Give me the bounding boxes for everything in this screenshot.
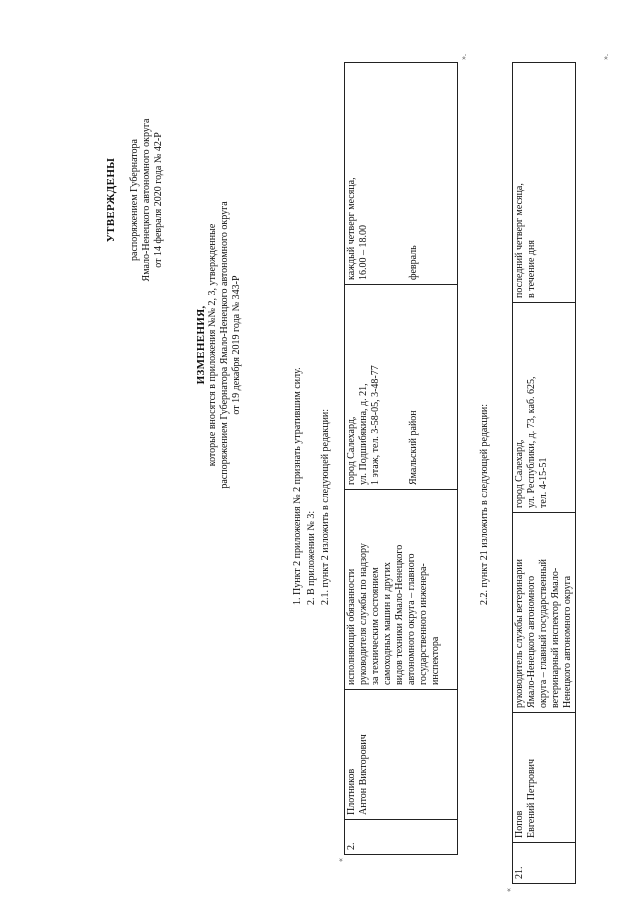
cell-address: город Салехард, ул. Республики, д. 73, каб. 625, тел. 4-15-51 bbox=[513, 303, 576, 513]
cell-number: 2. bbox=[345, 820, 458, 855]
close-quote-table-1: ». bbox=[459, 54, 468, 60]
paragraph-2: 2. В приложении № 3: bbox=[306, 510, 317, 605]
paragraph-2-1: 2.1. пункт 2 изложить в следующей редакции: bbox=[320, 408, 331, 605]
table-2 bbox=[512, 62, 576, 884]
paragraph-1: 1. Пункт 2 приложения № 2 признать утратившим силу. bbox=[292, 367, 303, 605]
approval-block bbox=[105, 85, 165, 315]
table-1 bbox=[344, 62, 458, 855]
cell-schedule: каждый четверг месяца, 16.00 – 18.00 bbox=[345, 63, 408, 285]
cell-schedule: последний четверг месяца, в течение дня bbox=[513, 63, 576, 303]
paragraph-2-2: 2.2. пункт 21 изложить в следующей редакции: bbox=[479, 403, 490, 605]
cell-name: Попов Евгений Петрович bbox=[513, 713, 576, 843]
approval-line: от 14 февраля 2020 года № 42-Р bbox=[153, 132, 164, 268]
cell-position: руководитель службы ветеринарии Ямало-Ненецкого автономного округа – главный государственный ветеринарный инспектор Ямало- Ненецкого автономного округа bbox=[513, 513, 576, 713]
table-row bbox=[345, 63, 408, 855]
approval-line: распоряжением Губернатора bbox=[129, 139, 140, 261]
cell-address-district: Ямальский район bbox=[407, 285, 458, 490]
close-quote-table-2: ». bbox=[601, 54, 610, 60]
cell-address: город Салехард, ул. Подшибякина, д. 21, 1 этаж, тел. 3-58-05, 3-48-77 bbox=[345, 285, 408, 490]
heading-line: которые вносятся в приложения №№ 2, 3, утвержденные bbox=[207, 223, 218, 467]
approval-title: УТВЕРЖДЕНЫ bbox=[105, 157, 117, 243]
cell-schedule-month: февраль bbox=[407, 63, 458, 285]
approval-line: Ямало-Ненецкого автономного округа bbox=[141, 118, 152, 282]
cell-position: исполняющий обязанности руководителя службы по надзору за техническим состоянием самоходных машин и других видов техники Ямало-Ненецкого автономного округа – главного государственного инженера- инспектора bbox=[345, 490, 458, 690]
cell-name: Плотников Антон Викторович bbox=[345, 690, 458, 820]
heading-line: от 19 декабря 2019 года № 343-Р bbox=[231, 275, 242, 415]
heading-line: распоряжением Губернатора Ямало-Ненецкого автономного округа bbox=[219, 201, 230, 489]
open-quote-table-1: « bbox=[336, 858, 345, 862]
cell-number: 21. bbox=[513, 843, 576, 884]
heading-title: ИЗМЕНЕНИЯ, bbox=[195, 305, 207, 385]
open-quote-table-2: « bbox=[504, 888, 513, 892]
table-row bbox=[513, 63, 576, 884]
